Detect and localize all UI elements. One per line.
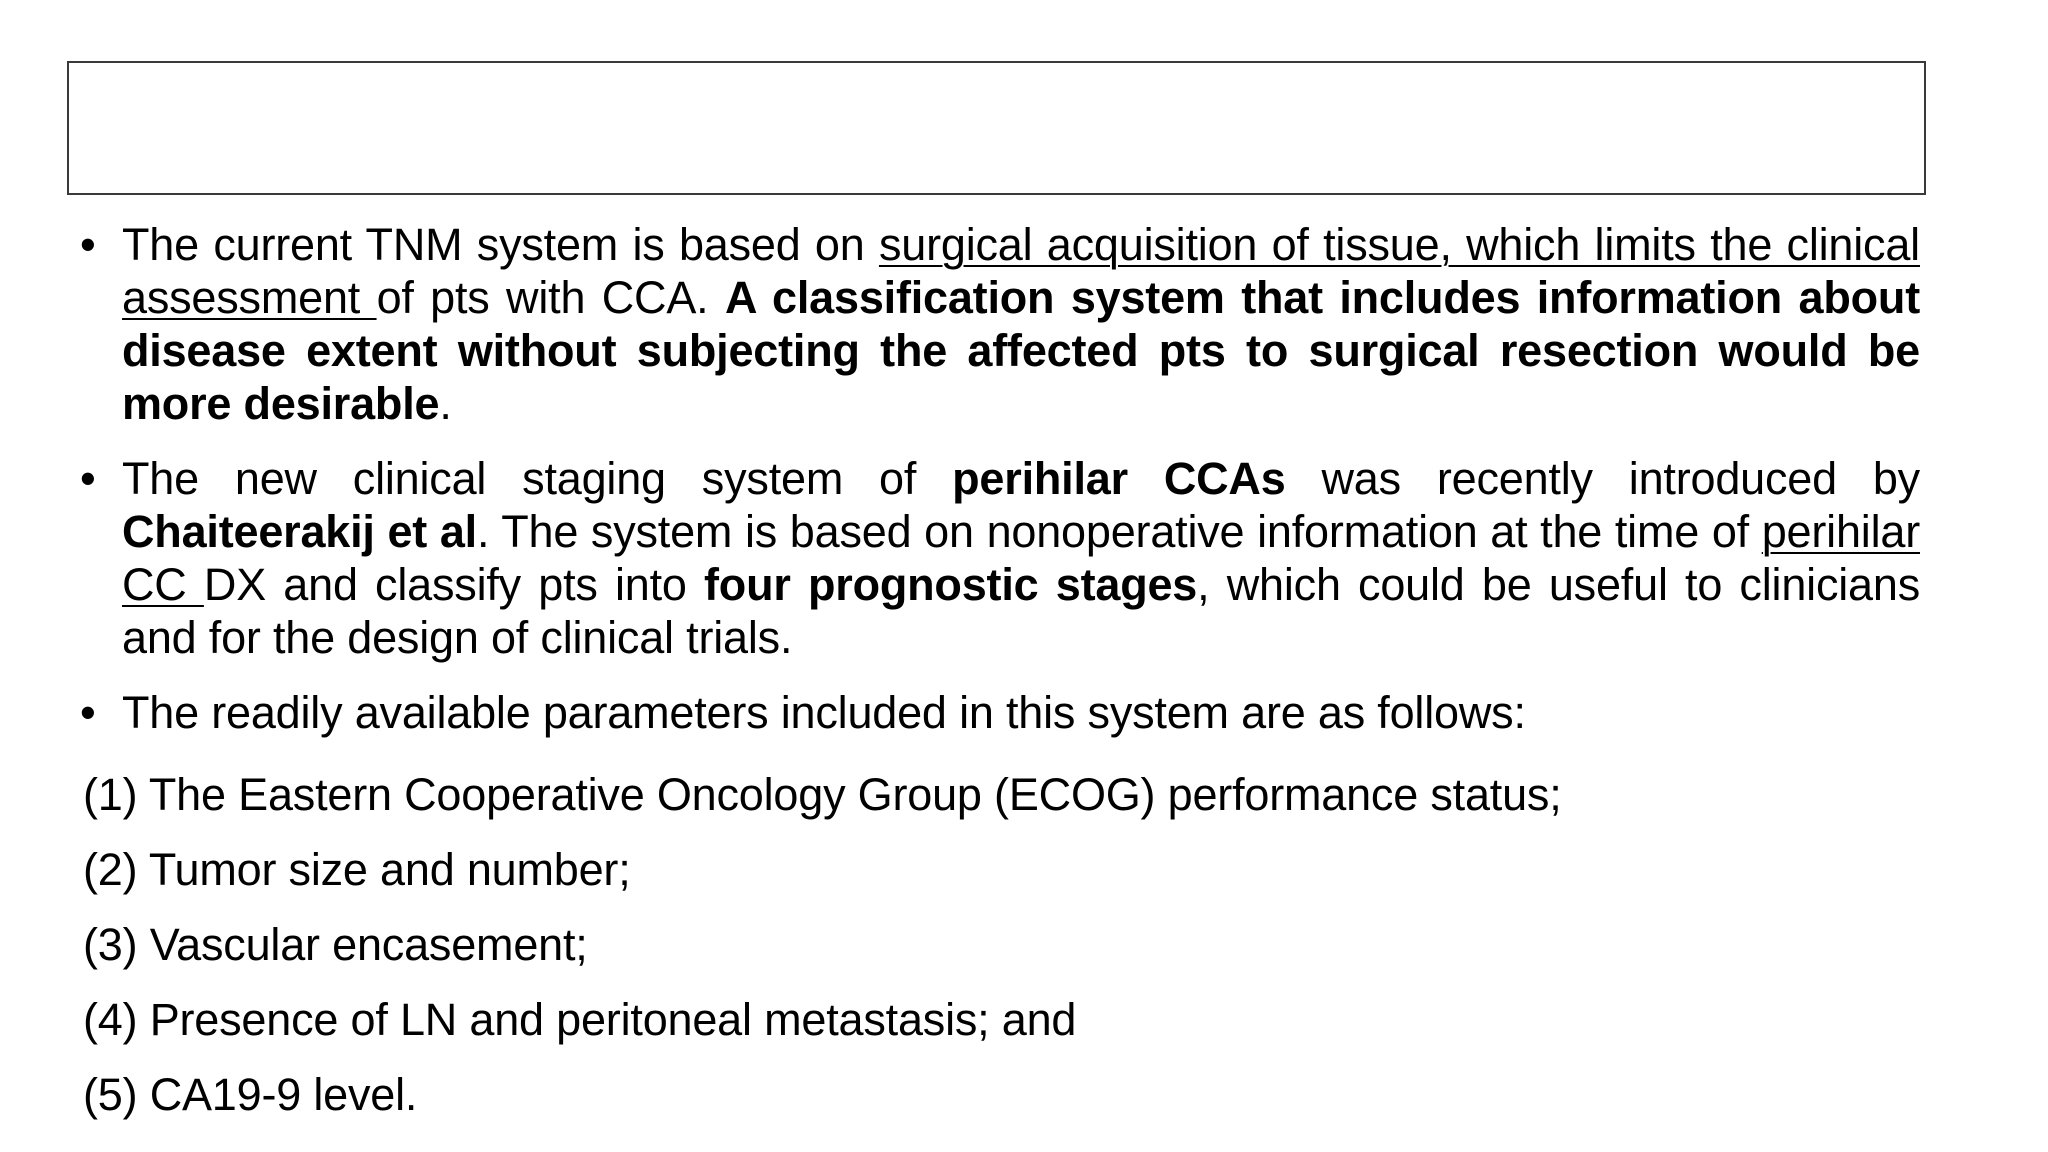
text-run: DX and classify pts into: [203, 559, 705, 610]
text-run: . The system is based on nonoperative information at the time of: [476, 506, 1762, 557]
bullet-dot-icon: •: [80, 453, 96, 504]
bullet-text: [122, 452, 1920, 664]
text-run: of pts with CCA.: [376, 272, 725, 323]
text-run: was recently introduced by: [1285, 453, 1920, 504]
parameter-item-vascular: (3) Vascular encasement;: [83, 919, 588, 970]
underlined-text-run: surgical acquisition of tissue, which limits the clinical assessment: [122, 219, 1920, 323]
bullet-parameters: [80, 686, 1920, 739]
bold-text-run: A classification system that includes information about disease extent without subjecting the affected pts to surgical resection would be more desirable: [122, 272, 1920, 429]
parameter-item-ca19-9: (5) CA19-9 level.: [83, 1069, 418, 1120]
parameter-item-tumor-size: (2) Tumor size and number;: [83, 844, 631, 895]
text-run: , which could be useful to clinicians and for the design of clinical trials.: [122, 559, 1921, 663]
parameter-list: [83, 768, 1562, 1143]
bullet-dot-icon: •: [80, 219, 96, 270]
parameter-item-metastasis: (4) Presence of LN and peritoneal metastasis; and: [83, 994, 1077, 1045]
text-run: The readily available parameters included in this system are as follows:: [122, 687, 1526, 738]
text-run: The new clinical staging system of: [122, 453, 953, 504]
bold-text-run: Chaiteerakij et al: [122, 506, 477, 557]
underlined-text-run: perihilar CC: [122, 506, 1920, 610]
text-run: The current TNM system is based on: [122, 219, 879, 270]
bullet-new-staging: [80, 452, 1920, 664]
bullet-tnm-system: [80, 218, 1920, 430]
bullet-text: [122, 686, 1920, 739]
bullet-dot-icon: •: [80, 687, 96, 738]
bold-text-run: four prognostic stages: [704, 559, 1198, 610]
parameter-item-ecog: (1) The Eastern Cooperative Oncology Group (ECOG) performance status;: [83, 769, 1562, 820]
text-run: .: [439, 378, 452, 429]
bold-text-run: perihilar CCAs: [952, 453, 1286, 504]
bullet-text: [122, 218, 1920, 430]
slide-body: [80, 218, 1920, 761]
slide-title-box: [67, 61, 1926, 195]
